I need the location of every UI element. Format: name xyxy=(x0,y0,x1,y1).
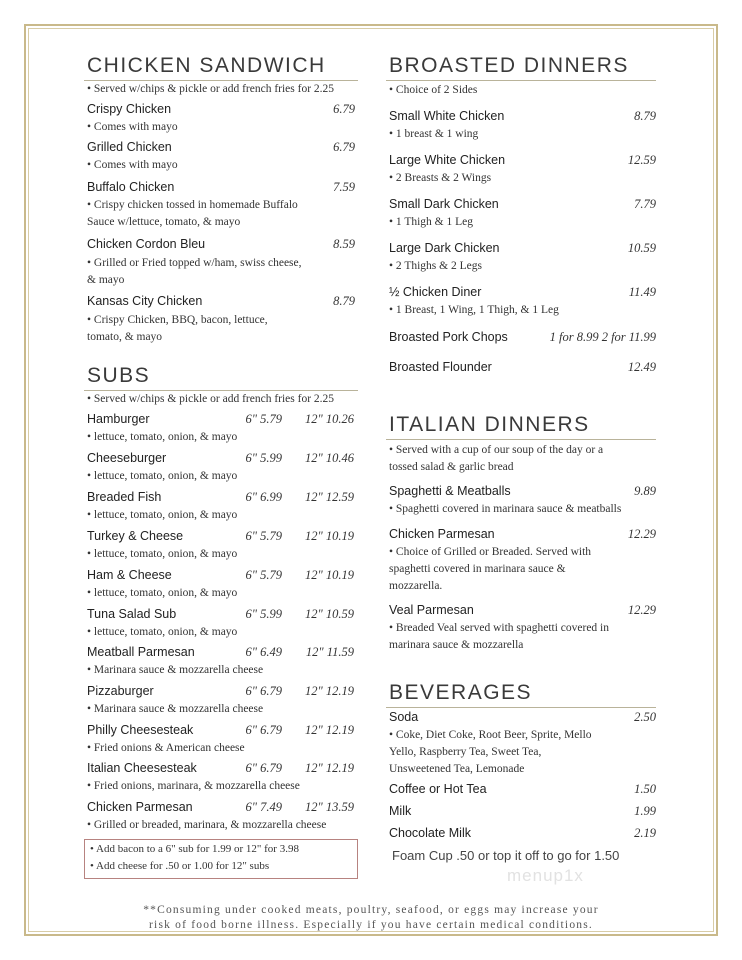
menu-item-price: 2.50 xyxy=(634,710,656,724)
sub-price-6in: 6" 6.79 xyxy=(245,723,282,737)
menu-item-name: Large Dark Chicken xyxy=(389,241,500,255)
sub-price-6in: 6" 5.79 xyxy=(245,529,282,543)
sub-item-name: Pizzaburger xyxy=(87,684,154,698)
sub-price-6in: 6" 6.99 xyxy=(245,490,282,504)
sub-price-6in: 6" 5.99 xyxy=(245,607,282,621)
menu-item-name: Chicken Parmesan xyxy=(389,527,495,541)
sub-price-12in: 12" 10.26 xyxy=(305,412,354,426)
sub-price-12in: 12" 10.46 xyxy=(305,451,354,465)
sub-price-12in: 12" 10.19 xyxy=(305,529,354,543)
sub-price-6in: 6" 5.79 xyxy=(245,412,282,426)
sub-item-desc: • Fried onions, marinara, & mozzarella cheese xyxy=(87,780,300,792)
sub-item-name: Ham & Cheese xyxy=(87,568,172,582)
section-title: BROASTED DINNERS xyxy=(389,54,629,77)
sub-item-name: Breaded Fish xyxy=(87,490,162,504)
menu-item-price: 2.19 xyxy=(634,826,656,840)
section-rule xyxy=(386,707,656,708)
sub-item-desc: • lettuce, tomato, onion, & mayo xyxy=(87,626,238,638)
menu-item-price: 11.49 xyxy=(628,285,656,299)
menu-item-price: 8.79 xyxy=(634,109,656,123)
menu-item-price: 1.99 xyxy=(634,804,656,818)
foam-cup-note: Foam Cup .50 or top it off to go for 1.50 xyxy=(392,848,620,863)
menu-item-desc: • Crispy chicken tossed in homemade Buffalo Sauce w/lettuce, tomato, & mayo xyxy=(87,199,298,228)
menu-item-price: 10.59 xyxy=(627,241,656,255)
menu-item-price: 8.79 xyxy=(333,294,355,308)
menu-item-price: 8.59 xyxy=(333,237,355,251)
menu-item-name: Spaghetti & Meatballs xyxy=(389,484,511,498)
section-title: ITALIAN DINNERS xyxy=(389,413,590,436)
sub-price-12in: 12" 11.59 xyxy=(305,645,354,659)
sub-item-name: Chicken Parmesan xyxy=(87,800,193,814)
watermark: menup1x xyxy=(507,866,584,885)
disclaimer-line-2: risk of food borne illness. Especially if you have certain medical conditions. xyxy=(149,919,593,931)
menu-item-desc: • 2 Thighs & 2 Legs xyxy=(389,260,482,272)
addon-cheese: • Add cheese for .50 or 1.00 for 12" subs xyxy=(90,860,270,872)
menu-item-desc: • Comes with mayo xyxy=(87,121,178,133)
section-title: BEVERAGES xyxy=(389,681,533,704)
menu-item-name: Milk xyxy=(389,804,412,818)
sub-price-6in: 6" 6.79 xyxy=(245,761,282,775)
disclaimer-line-1: **Consuming under cooked meats, poultry, seafood, or eggs may increase your xyxy=(143,904,599,916)
sub-item-name: Tuna Salad Sub xyxy=(87,607,177,621)
sub-item-name: Philly Cheesesteak xyxy=(87,723,194,737)
menu-item-desc: • Spaghetti covered in marinara sauce & meatballs xyxy=(389,503,622,515)
menu-item-desc: • 2 Breasts & 2 Wings xyxy=(389,172,492,184)
sub-price-12in: 12" 12.19 xyxy=(305,723,354,737)
section-rule xyxy=(386,80,656,81)
sub-item-name: Turkey & Cheese xyxy=(87,529,184,543)
section-note: • Choice of 2 Sides xyxy=(389,84,478,96)
sub-price-12in: 12" 10.19 xyxy=(305,568,354,582)
sub-item-desc: • lettuce, tomato, onion, & mayo xyxy=(87,509,238,521)
menu-item-desc: • 1 Breast, 1 Wing, 1 Thigh, & 1 Leg xyxy=(389,304,559,316)
menu-item-price: 1.50 xyxy=(634,782,656,796)
sub-price-6in: 6" 5.79 xyxy=(245,568,282,582)
menu-item-desc: • 1 Thigh & 1 Leg xyxy=(389,216,473,228)
menu-item-price: 12.59 xyxy=(627,153,656,167)
menu-item-desc: • Grilled or Fried topped w/ham, swiss cheese, & mayo xyxy=(87,257,302,286)
sub-item-desc: • lettuce, tomato, onion, & mayo xyxy=(87,548,238,560)
sub-item-name: Meatball Parmesan xyxy=(87,645,195,659)
menu-item-name: Crispy Chicken xyxy=(87,102,172,116)
section-title: CHICKEN SANDWICH xyxy=(87,54,326,77)
menu-item-name: Chicken Cordon Bleu xyxy=(87,237,206,251)
sub-item-desc: • Marinara sauce & mozzarella cheese xyxy=(87,664,264,676)
sub-item-desc: • lettuce, tomato, onion, & mayo xyxy=(87,470,238,482)
menu-item-name: ½ Chicken Diner xyxy=(389,285,482,299)
sub-price-12in: 12" 12.19 xyxy=(305,684,354,698)
menu-item-price: 6.79 xyxy=(333,140,355,154)
menu-item-name: Chocolate Milk xyxy=(389,826,471,840)
menu-item-price: 1 for 8.99 2 for 11.99 xyxy=(549,330,656,344)
sub-price-6in: 6" 7.49 xyxy=(245,800,282,814)
menu-item-desc: • Choice of Grilled or Breaded. Served with spaghetti covered in marinara sauce & mozzarella. xyxy=(389,546,592,592)
menu-item-price: 9.89 xyxy=(634,484,656,498)
menu-item-name: Soda xyxy=(389,710,419,724)
sub-item-desc: • lettuce, tomato, onion, & mayo xyxy=(87,431,238,443)
menu-item-price: 12.29 xyxy=(627,603,656,617)
section-note: • Served with a cup of our soup of the day or a tossed salad & garlic bread xyxy=(389,444,604,473)
menu-item-name: Broasted Pork Chops xyxy=(389,330,508,344)
menu-item-desc: • Breaded Veal served with spaghetti covered in marinara sauce & mozzarella xyxy=(389,622,610,651)
sub-price-6in: 6" 5.99 xyxy=(245,451,282,465)
menu-item-price: 12.29 xyxy=(627,527,656,541)
sub-price-12in: 12" 12.19 xyxy=(305,761,354,775)
menu-item-name: Kansas City Chicken xyxy=(87,294,203,308)
sub-price-6in: 6" 6.49 xyxy=(245,645,282,659)
menu-item-price: 7.59 xyxy=(333,180,355,194)
menu-item-price: 12.49 xyxy=(627,360,656,374)
section-rule xyxy=(84,80,358,81)
section-rule xyxy=(386,439,656,440)
sub-item-desc: • Fried onions & American cheese xyxy=(87,742,245,754)
menu-item-price: 6.79 xyxy=(333,102,355,116)
sub-item-desc: • Marinara sauce & mozzarella cheese xyxy=(87,703,264,715)
sub-item-desc: • Grilled or breaded, marinara, & mozzarella cheese xyxy=(87,819,327,831)
menu-item-desc: • Coke, Diet Coke, Root Beer, Sprite, Mello Yello, Raspberry Tea, Sweet Tea, Unsweetened Tea, Lemonade xyxy=(389,729,592,775)
sub-price-12in: 12" 13.59 xyxy=(305,800,354,814)
menu-item-price: 7.79 xyxy=(634,197,656,211)
section-note: • Served w/chips & pickle or add french fries for 2.25 xyxy=(87,83,335,95)
sub-price-6in: 6" 6.79 xyxy=(245,684,282,698)
menu-item-name: Broasted Flounder xyxy=(389,360,492,374)
sub-price-12in: 12" 12.59 xyxy=(305,490,354,504)
menu-item-desc: • 1 breast & 1 wing xyxy=(389,128,479,140)
addon-bacon: • Add bacon to a 6" sub for 1.99 or 12" for 3.98 xyxy=(90,843,299,855)
section-title: SUBS xyxy=(87,364,151,387)
menu-item-desc: • Crispy Chicken, BBQ, bacon, lettuce, tomato, & mayo xyxy=(87,314,268,343)
menu-item-name: Veal Parmesan xyxy=(389,603,474,617)
sub-item-desc: • lettuce, tomato, onion, & mayo xyxy=(87,587,238,599)
sub-item-name: Hamburger xyxy=(87,412,150,426)
menu-item-desc: • Comes with mayo xyxy=(87,159,178,171)
sub-item-name: Italian Cheesesteak xyxy=(87,761,197,775)
menu-item-name: Small Dark Chicken xyxy=(389,197,499,211)
sub-item-name: Cheeseburger xyxy=(87,451,167,465)
menu-item-name: Grilled Chicken xyxy=(87,140,172,154)
menu-item-name: Buffalo Chicken xyxy=(87,180,175,194)
menu-item-name: Coffee or Hot Tea xyxy=(389,782,487,796)
sub-price-12in: 12" 10.59 xyxy=(305,607,354,621)
section-note: • Served w/chips & pickle or add french fries for 2.25 xyxy=(87,393,335,405)
menu-item-name: Large White Chicken xyxy=(389,153,506,167)
section-rule xyxy=(84,390,358,391)
menu-item-name: Small White Chicken xyxy=(389,109,505,123)
